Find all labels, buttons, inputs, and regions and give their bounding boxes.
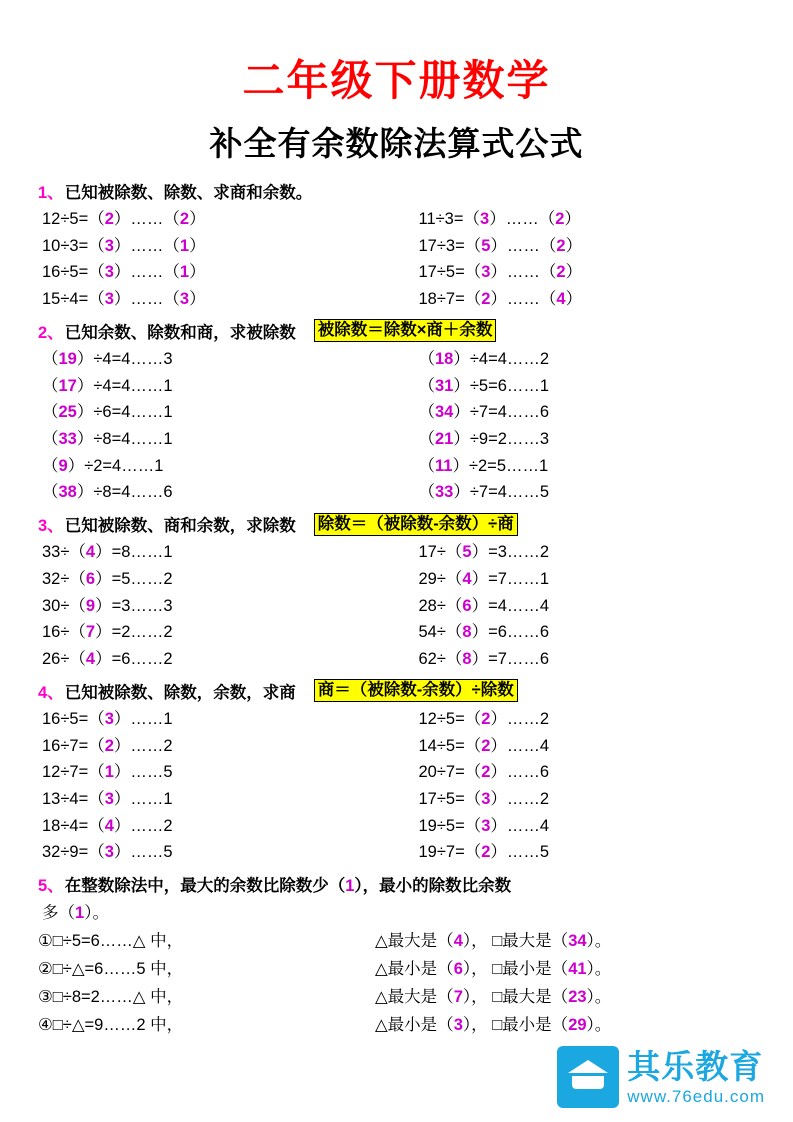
question-text: ①□÷5=6……△ 中， bbox=[38, 932, 184, 951]
equation-cell: 12÷7=（1）……5 bbox=[42, 763, 173, 782]
table-row bbox=[38, 346, 755, 373]
table-row bbox=[38, 839, 755, 866]
section-heading-1 bbox=[38, 179, 755, 203]
graduation-cap-icon bbox=[557, 1046, 619, 1108]
list-item bbox=[38, 955, 755, 983]
section-rows-3 bbox=[38, 539, 755, 673]
section-number-3: 3、 bbox=[38, 517, 64, 536]
equation-cell: （9）÷2=4……1 bbox=[42, 456, 164, 475]
table-row bbox=[38, 206, 755, 233]
list-item bbox=[38, 1011, 755, 1039]
section-rows-2 bbox=[38, 346, 755, 506]
question-text: ②□÷△=6……5 中， bbox=[38, 960, 184, 979]
equation-cell: （18）÷4=4……2 bbox=[418, 349, 550, 368]
formula-badge-3: 除数＝（被除数-余数）÷商 bbox=[314, 513, 518, 536]
table-row bbox=[38, 566, 755, 593]
section-text-2: 已知余数、除数和商，求被除数 bbox=[64, 323, 296, 342]
section-text-4: 已知被除数、除数，余数，求商 bbox=[64, 683, 296, 702]
equation-cell: （33）÷7=4……5 bbox=[418, 483, 550, 502]
table-row bbox=[38, 733, 755, 760]
formula-badge-2: 被除数＝除数×商＋余数 bbox=[314, 319, 497, 342]
answer-text: △最大是（4）， □最大是（34）。 bbox=[374, 932, 612, 951]
equation-cell: 16÷（7）=2……2 bbox=[42, 623, 173, 642]
equation-cell: （17）÷4=4……1 bbox=[42, 376, 173, 395]
table-row bbox=[38, 399, 755, 426]
table-row bbox=[38, 813, 755, 840]
section-text-1: 已知被除数、除数、求商和余数。 bbox=[64, 184, 313, 202]
equation-cell: 33÷（4）=8……1 bbox=[42, 543, 173, 562]
section-number-5: 5、 bbox=[38, 877, 64, 896]
table-row bbox=[38, 759, 755, 786]
equation-cell: 28÷（6）=4……4 bbox=[418, 596, 550, 615]
equation-cell: 18÷7=（2）……（4） bbox=[418, 290, 583, 309]
answer-text: △最小是（3）， □最小是（29）。 bbox=[374, 1016, 612, 1035]
table-row bbox=[38, 453, 755, 480]
section-heading-3 bbox=[38, 512, 755, 536]
section-5-text-continued: 多（1）。 bbox=[42, 904, 109, 923]
answer-text: △最小是（6）， □最小是（41）。 bbox=[374, 960, 612, 979]
section-number-4: 4、 bbox=[38, 683, 64, 702]
table-row bbox=[38, 373, 755, 400]
equation-cell: 12÷5=（2）……（2） bbox=[42, 210, 206, 228]
equation-cell: （33）÷8=4……1 bbox=[42, 430, 173, 449]
equation-cell: （19）÷4=4……3 bbox=[42, 349, 173, 368]
table-row bbox=[38, 706, 755, 733]
equation-cell: 17÷（5）=3……2 bbox=[418, 543, 550, 562]
equation-cell: （34）÷7=4……6 bbox=[418, 403, 550, 422]
formula-badge-4: 商＝（被除数-余数）÷除数 bbox=[314, 679, 518, 702]
equation-cell: 20÷7=（2）……6 bbox=[418, 763, 550, 782]
list-item bbox=[38, 927, 755, 955]
list-item bbox=[38, 983, 755, 1011]
section-text-3: 已知被除数、商和余数，求除数 bbox=[64, 517, 296, 536]
equation-cell: 17÷3=（5）……（2） bbox=[418, 236, 583, 255]
logo-url: www.76edu.com bbox=[627, 1086, 765, 1106]
equation-cell: （21）÷9=2……3 bbox=[418, 430, 550, 449]
section-text-5: 在整数除法中，最大的余数比除数少（1），最小的除数比余数 bbox=[64, 877, 512, 896]
table-row bbox=[38, 479, 755, 506]
page-title-secondary: 补全有余数除法算式公式 bbox=[209, 124, 584, 163]
equation-cell: （38）÷8=4……6 bbox=[42, 483, 173, 502]
equation-cell: 32÷（6）=5……2 bbox=[42, 569, 173, 588]
table-row bbox=[38, 619, 755, 646]
table-row bbox=[38, 593, 755, 620]
equation-cell: （31）÷5=6……1 bbox=[418, 376, 550, 395]
equation-cell: 13÷4=（3）……1 bbox=[42, 789, 173, 808]
answer-text: △最大是（7）， □最大是（23）。 bbox=[374, 988, 612, 1007]
equation-cell: 54÷（8）=6……6 bbox=[418, 623, 550, 642]
section-5 bbox=[38, 872, 755, 1039]
equation-cell: 14÷5=（2）……4 bbox=[418, 736, 550, 755]
equation-cell: 17÷5=（3）……（2） bbox=[418, 263, 583, 282]
equation-cell: 18÷4=（4）……2 bbox=[42, 816, 173, 835]
equation-cell: 29÷（4）=7……1 bbox=[418, 569, 550, 588]
table-row bbox=[38, 259, 755, 286]
table-row bbox=[38, 539, 755, 566]
equation-cell: 62÷（8）=7……6 bbox=[418, 650, 550, 669]
watermark-logo bbox=[557, 1046, 765, 1108]
equation-cell: 19÷7=（2）……5 bbox=[418, 843, 550, 862]
equation-cell: 16÷5=（3）……1 bbox=[42, 709, 173, 728]
table-row bbox=[38, 426, 755, 453]
section-rows-4 bbox=[38, 706, 755, 866]
page-title-primary: 二年级下册数学 bbox=[242, 56, 551, 105]
section-rows-1 bbox=[38, 206, 755, 313]
equation-cell: 12÷5=（2）……2 bbox=[418, 709, 550, 728]
section-number-1: 1、 bbox=[38, 184, 64, 202]
equation-cell: 16÷5=（3）……（1） bbox=[42, 263, 206, 282]
section-heading-2 bbox=[38, 319, 755, 343]
section-heading-5 bbox=[38, 872, 755, 896]
table-row bbox=[38, 786, 755, 813]
table-row bbox=[38, 233, 755, 260]
equation-cell: （11）÷2=5……1 bbox=[418, 456, 549, 475]
equation-cell: 17÷5=（3）……2 bbox=[418, 789, 550, 808]
equation-cell: 26÷（4）=6……2 bbox=[42, 650, 173, 669]
section-number-2: 2、 bbox=[38, 323, 64, 342]
equation-cell: 10÷3=（3）……（1） bbox=[42, 236, 206, 255]
equation-cell: 16÷7=（2）……2 bbox=[42, 736, 173, 755]
equation-cell: 11÷3=（3）……（2） bbox=[418, 210, 581, 228]
equation-cell: 19÷5=（3）……4 bbox=[418, 816, 550, 835]
table-row bbox=[38, 646, 755, 673]
equation-cell: （25）÷6=4……1 bbox=[42, 403, 173, 422]
equation-cell: 32÷9=（3）……5 bbox=[42, 843, 173, 862]
question-text: ④□÷△=9……2 中， bbox=[38, 1016, 184, 1035]
logo-text bbox=[627, 1046, 765, 1106]
logo-brand-name: 其乐教育 bbox=[627, 1046, 764, 1086]
equation-cell: 30÷（9）=3……3 bbox=[42, 596, 173, 615]
equation-cell: 15÷4=（3）……（3） bbox=[42, 290, 206, 309]
table-row bbox=[38, 286, 755, 313]
section-heading-4 bbox=[38, 679, 755, 703]
question-text: ③□÷8=2……△ 中， bbox=[38, 988, 184, 1007]
